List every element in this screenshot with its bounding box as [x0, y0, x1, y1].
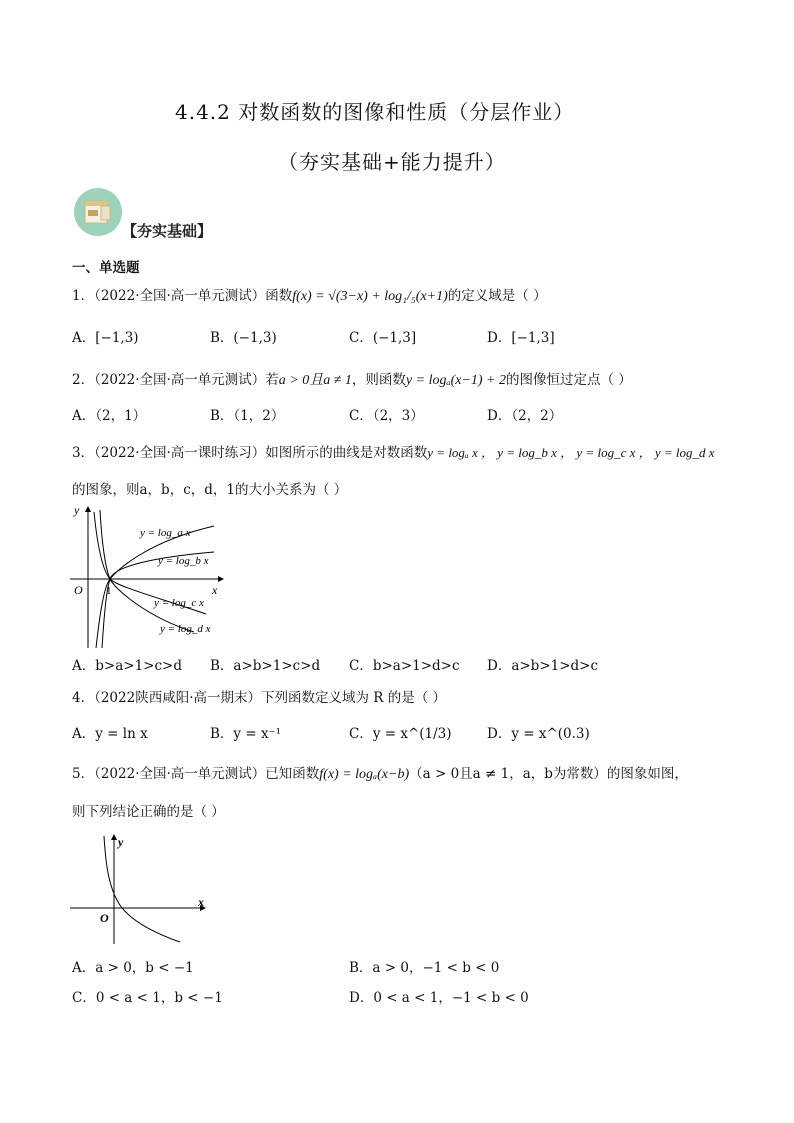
q5-stem-line2: 则下列结论正确的是（ ） [72, 804, 225, 820]
q4-option-a: A．y = ln x [72, 726, 148, 742]
q5-x-axis-label: x [198, 895, 204, 909]
q5-curve [104, 836, 180, 942]
q5-graph [66, 830, 216, 948]
q1-formula: f(x) = √(3−x) + log₁/₅(x+1) [292, 289, 448, 304]
q2-option-b: B．（1，2） [210, 408, 285, 424]
section-label: 【夯实基础】 [122, 222, 213, 240]
q1-option-d: D．[−1,3] [487, 330, 555, 346]
q2-formula: y = logₐ(x−1) + 2 [405, 373, 506, 388]
q2-option-d: D．（2，2） [487, 408, 563, 424]
q4-option-d: D．y = x^(0.3) [487, 726, 590, 742]
q3-option-b: B．a>b>1>c>d [210, 658, 321, 674]
q3-option-d: D．a>b>1>d>c [487, 658, 599, 674]
q3-label-a: y = log_a x [140, 527, 191, 539]
q3-option-a: A．b>a>1>c>d [72, 658, 182, 674]
q3-option-c: C．b>a>1>d>c [349, 658, 460, 674]
q3-y-axis-label: y [74, 503, 80, 517]
q3-label-c: y = log_c x [154, 597, 204, 609]
q5-option-b: B．a > 0，−1 < b < 0 [349, 960, 500, 976]
q2-option-a: A．（2，1） [72, 408, 147, 424]
q1-option-c: C．(−1,3] [349, 330, 417, 346]
q3-stem-line2: 的图象，则a，b，c，d，1的大小关系为（ ） [72, 482, 348, 498]
q4-option-c: C．y = x^(1/3) [349, 726, 452, 742]
q5-origin-label: O [100, 911, 109, 925]
q1-stem: 1．（2022·全国·高一单元测试）函数f(x) = √(3−x) + log₁/₅(x+1)的定义域是（ ） [72, 288, 547, 304]
q5-option-c: C．0 < a < 1，b < −1 [72, 990, 223, 1006]
q4-option-b: B．y = x⁻¹ [210, 726, 282, 742]
q5-stem: 5．（2022·全国·高一单元测试）已知函数f(x) = logₐ(x−b)（a > 0且a ≠ 1，a，b为常数）的图象如图， [72, 766, 688, 782]
q1-option-a: A．[−1,3) [72, 330, 139, 346]
q3-origin-label: O [74, 583, 83, 597]
q3-label-b: y = log_b x [158, 555, 209, 567]
q5-formula: f(x) = logₐ(x−b) [319, 767, 410, 782]
q3-one-label: 1 [106, 585, 112, 597]
q1-option-b: B．(−1,3) [210, 330, 277, 346]
q3-label-d: y = log_d x [160, 623, 211, 635]
q3-formula: y = logₐ x ， y = log_b x ， y = log_c x ， y = log_d x [427, 445, 715, 460]
q3-graph [66, 502, 236, 652]
q2-stem: 2．（2022·全国·高一单元测试）若a > 0且a ≠ 1，则函数y = logₐ(x−1) + 2的图像恒过定点（ ） [72, 372, 632, 388]
q5-option-d: D．0 < a < 1，−1 < b < 0 [349, 990, 529, 1006]
q5-option-a: A．a > 0，b < −1 [72, 960, 194, 976]
part-heading: 一、单选题 [72, 260, 140, 276]
q2-option-c: C．（2，3） [349, 408, 424, 424]
q4-stem: 4．（2022陕西咸阳·高一期末）下列函数定义域为 R 的是（ ） [72, 690, 447, 706]
page-subtitle: （夯实基础+能力提升） [278, 150, 506, 174]
notebook-icon [74, 188, 122, 236]
q3-x-axis-label: x [212, 583, 218, 597]
page-title: 4.4.2 对数函数的图像和性质（分层作业） [175, 100, 575, 124]
q3-stem: 3．（2022·全国·高一课时练习）如图所示的曲线是对数函数y = logₐ x ， y = log_b x ， y = log_c x ， y = log_d x [72, 445, 715, 461]
q5-y-axis-label: y [118, 835, 124, 849]
